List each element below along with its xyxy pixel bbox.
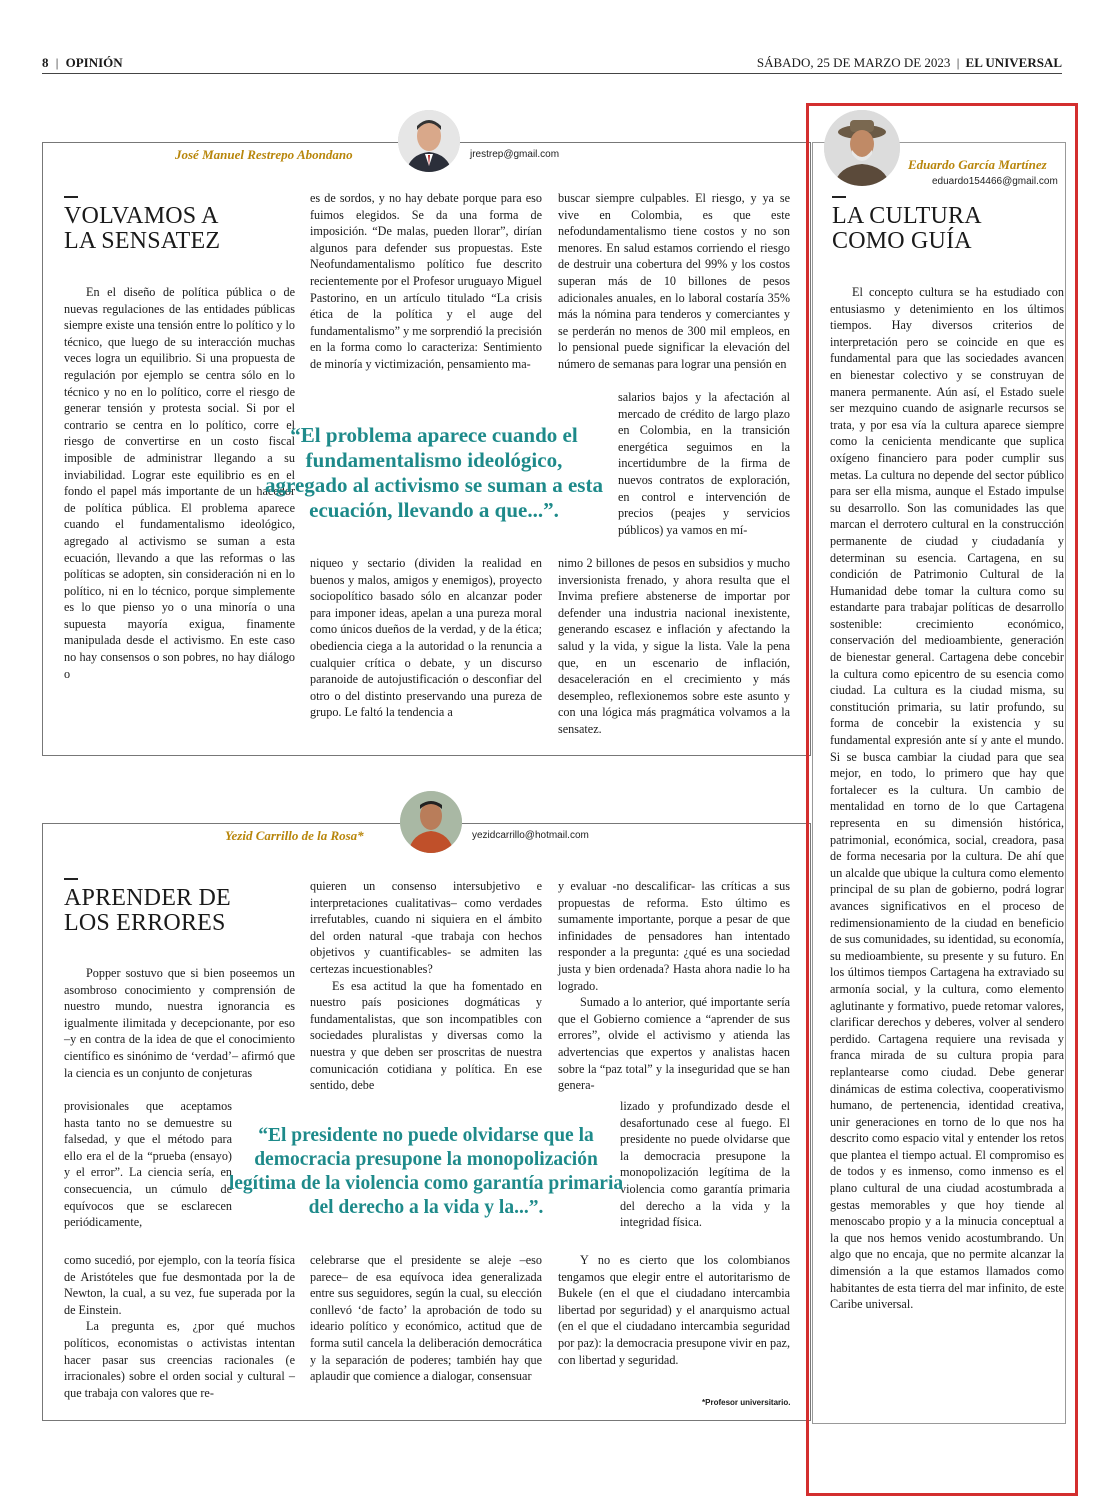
header-rule [42,73,1062,74]
section-name: OPINIÓN [65,55,123,70]
footnote: *Profesor universitario. [702,1398,791,1407]
article2-col3-bottom: Y no es cierto que los colombianos tengamos que elegir entre el autoritarismo de Bukele (en el que el ciudadano intercambia libertad por seguridad) y el anarquismo actual (en el que el ciudadano intercambia seguridad por paz): la democracia presupone vivir en paz, con libertad y seguridad. [558,1253,790,1367]
article-title-3: LA CULTURA COMO GUÍA [832,203,982,254]
article1-col3-mid: salarios bajos y la afectación al mercado de crédito de largo plazo en Colombia, en la transición energética seguimos en la incertidumbre de la firma de nuevos contratos de exploración, en control e intervención de precios (peajes y servicios públicos) ya vamos en mí- [618,390,790,537]
title-rule-1 [64,196,78,198]
title-rule-2 [64,878,78,880]
author-email-2: yezidcarrillo@hotmail.com [472,830,589,841]
article1-col3-bottom: nimo 2 billones de pesos en subsidios y mucho inversionista frenado, y ahora resulta que el Invima prefiere abstenerse de importar por defender una industria nacional inexistente, generando escasez e inflación y afectando la salud y la vida, y sigue la lista. Vale la pena que, en un escenario de inflación, desaceleración en el crecimiento y más desempleo, reflexionemos sobre este asunto y con una lógica más pragmática volvamos a la sensatez. [558,556,790,736]
author-name-3: Eduardo García Martínez [908,157,1047,172]
author-photo-restrepo [398,110,460,172]
page-header-right: SÁBADO, 25 DE MARZO DE 2023 | EL UNIVERSAL [756,55,1062,70]
pull-quote-2: “El presidente no puede olvidarse que la democracia presupone la monopolización legítima de la violencia como garantía primaria del derecho a la vida y la...”. [228,1125,624,1218]
article2-col2-bottom: celebrarse que el presidente se aleje –eso parece– de esa equívoca idea generalizada entre sus seguidores, según la cual, su elección conllevó ‘de facto’ la aprobación de todo su ideario político y económico, actitud que de forma sutil cancela la deliberación democrática y la separación de poderes; también hay que aplaudir que comience a dialogar, consensuar [310,1253,542,1384]
article-title-2: APRENDER DE LOS ERRORES [64,885,231,936]
highlight-frame [806,103,1078,1496]
author-email-3: eduardo154466@gmail.com [932,176,1058,187]
page-header-left: 8 | OPINIÓN [42,55,123,70]
author-name-2: Yezid Carrillo de la Rosa* [225,828,364,843]
author-email-1: jrestrep@gmail.com [470,149,560,160]
pull-quote-1: “El problema aparece cuando el fundamentalismo ideológico, agregado al activismo se suman a esta ecuación, llevando a que...”. [265,423,603,522]
article2-col1-top: Popper sostuvo que si bien poseemos un asombroso conocimiento y comprensión de nuestro mundo, nuestra ignorancia es igualmente ilimitada y decepcionante, por eso –y en contra de la idea de que el conocimiento científico es sinónimo de ‘verdad’– afirmó que la ciencia es un conjunto de conjeturas [64,966,295,1080]
article1-col1: En el diseño de política pública o de nuevas regulaciones de las entidades públicas siempre existe una tensión entre lo político y lo técnico, que luego de su interacción muchas veces logra un equilibrio. Si una propuesta de regulación por ejemplo se centra sólo en lo técnico y no en lo político, corre el riesgo de generar tensión y protesta social. Si por el contrario se centra en lo político, corre el riesgo de convertirse en un costo fiscal imposible de administrar llegando a su inviabilidad. Lograr este equilibrio es en el fondo el papel más importante de un hacedor de política pública. El problema aparece cuando el fundamentalismo ideológico, agregado al activismo se suman a esta ecuación, llevando a que las reformas o las políticas se adopten, sin consideración ni en lo político, ni en lo técnico, porque simplemente es lo que pienso yo o una minoría o una supuesta mayoría exigua, finamente manipulada desde el activismo. En este caso no hay consensos o son pobres, no hay diálogo o [64,285,295,681]
issue-date: SÁBADO, 25 DE MARZO DE 2023 [756,55,951,70]
article2-col2-top: quieren un consenso intersubjetivo e interpretaciones cualitativas– como verdades irrefutables, cuando ni siquiera en el ámbito del orden natural -que trabaja con hechos objetivos y cuantificables- se admiten las certezas incuestionables? Es esa actitud la que ha fomentado en nuestro país posiciones dogmáticas y fundamentalistas, que son incompatibles con sociedades pluralistas y diversas como la nuestra y que deben ser proscritas de nuestra comunicación cotidiana y política. En ese sentido, debe [310,879,542,1093]
article3-body: El concepto cultura se ha estudiado con entusiasmo y detenimiento en los últimos tiempos. Hay diversos criterios de interpretación pero se coincide en que es fundamental para que las sociedades avancen en bienestar colectivo y se construyan de manera permanente. Aún así, el Estado suele ser mezquino cuando de asignarle recursos se trata, y por esa vía la cultura aparece siempre como la cenicienta mendicante que suplica oxígeno financiero para poder cumplir sus metas. La cultura no depende del sector público para ser ella misma, aunque el Estado impulse su desarrollo. Son las comunidades las que marcan el derrotero cultural en la construcción permanente de ciudad y ciudadanía y determinan su esencia. Cartagena, en su condición de Patrimonio Cultural de la Humanidad debe tomar la cultura como su estandarte para trabajar políticas de desarrollo sostenible: crecimiento económico, conservación del medioambiente, generación de bienestar general. Cartagena debe concebir la cultura como epicentro de su esencia como ciudad. La cultura es la ciudad misma, su constitución primaria, su latir profundo, su forma de concebir la existencia y su fundamental expresión ante sí y ante el mundo. Si se busca cambiar la ciudad para que sea mejor, en todo, lo primero que hay que fortalecer es la cultura. Un cambio de mentalidad en torno de lo que Cartagena representa en su dimensión histórica, patrimonial, económica, social, creadora, pasa de forma necesaria por la cultura. De ahí que un alcalde que ubique la cultura como elemento principal de su plan de gobierno, podrá lograr avances significativos en el proceso de redimensionamiento de la ciudad en beneficio de sus comunidades, su identidad, su economía, su medioambiente, su presente y su futuro. En los últimos tiempos Cartagena ha extraviado su armonía social, y la cultura, como elemento aglutinante y formativo, puede retomar valores, clarificar derechos y deberes, volver al sendero perdido. Cartagena requiere una revisada y franca mirada de su cultura propia para replantearse como ciudad. Debe generar dinámicas de estima colectiva, cooperativismo humano, de pertenencia, identidad creativa, unir generaciones en torno de lo que nos ha descrito como espacio vital y entender los retos que plantea el tiempo actual. El compromiso es de todos y es inmenso, como inmenso es el plano cultural de una ciudad acostumbrada a gestas memorables y que hoy tiende al menoscabo propio y a la minucia conceptual a la que nos hemos venido acostumbrando. Un algo que no encaja, que no permite alcanzar la dimensión a la que estamos llamados como habitantes de esta tierra del mar infinito, de este Caribe universal. [830,285,1064,1312]
article1-col2-top: es de sordos, y no hay debate porque para eso fuimos elegidos. Se da una forma de imposición. “De malas, pueden llorar”, dirían algunos para defender sus propuestas. Este Neofundamentalismo político fue descrito recientemente por el Profesor uruguayo Miguel Pastorino, en un artículo titulado “La crisis ética de la política y el auge del fundamentalismo” y me sorprendió la precisión en la forma como lo caracteriza: Sentimiento de minoría y victimización, pensamiento ma- [310,191,542,371]
page-number: 8 [42,55,49,70]
article2-col3-top: y evaluar -no descalificar- las críticas a sus propuestas de reforma. Esto último es sumamente importante, porque a pesar de que infinidades de pensadores han intentado responder a la pregunta: ¿qué es una sociedad justa y bien ordenada? Hasta ahora nadie lo ha logrado. Sumado a lo anterior, qué importante sería que el Gobierno comience a “aprender de sus errores”, olvide el activismo y atienda las advertencias que expertos y analistas hacen sobre la “paz total” y la inseguridad que se han genera- [558,879,790,1093]
author-photo-carrillo [400,791,462,853]
newspaper-name: EL UNIVERSAL [965,55,1062,70]
author-name-1: José Manuel Restrepo Abondano [175,147,353,162]
article2-col3-mid: lizado y profundizado desde el desafortunado cese al fuego. El presidente no puede olvidarse que la democracia presupone la monopolización legítima de la violencia como garantía primaria del derecho a la vida y la integridad física. [620,1099,790,1230]
article1-col2-bottom: niqueo y sectario (dividen la realidad en buenos y malos, amigos y enemigos), proyecto sociopolítico basado sólo en alcanzar poder para imponer ideas, apelan a una pureza moral como únicos dueños de la verdad, y de la ética; obediencia ciega a la autoridad o la renuncia a cualquier crítica o debate, y un discurso paranoide de autojustificación o desconfiar del otro o del distinto preservando una pureza de grupo. Le faltó la tendencia a [310,556,542,720]
article2-col1-bottom: como sucedió, por ejemplo, con la teoría física de Aristóteles que fue desmontada por la de Newton, la cual, a su vez, fue superada por la de Einstein. La pregunta es, ¿por qué muchos políticos, economistas o activistas intentan hacer pasar sus creencias racionales (e irracionales) sobre el orden social y cultural –que trabaja con valores que re- [64,1253,295,1400]
article2-col1-mid: provisionales que aceptamos hasta tanto no se demuestre su falsedad, y que el método para ello era el de la “prueba (ensayo) y el error”. La ciencia sería, en consecuencia, un cúmulo de equívocos que se esclarecen periódicamente, [64,1099,232,1230]
article1-col3-top: buscar siempre culpables. El riesgo, y ya se vive en Colombia, es que este nefodundamentalismo tiene costos y no son menores. En salud estamos corriendo el riesgo de destruir una cobertura del 99% y los costos superan más de 10 billones de pesos adicionales anuales, en lo laboral costaría 35% más la nómina para tenderos y comerciantes y se perderán no menos de 300 mil empleos, en lo pensional puede significar la elevación del número de semanas para lograr una pensión en [558,191,790,371]
article-title-1: VOLVAMOS A LA SENSATEZ [64,203,221,254]
